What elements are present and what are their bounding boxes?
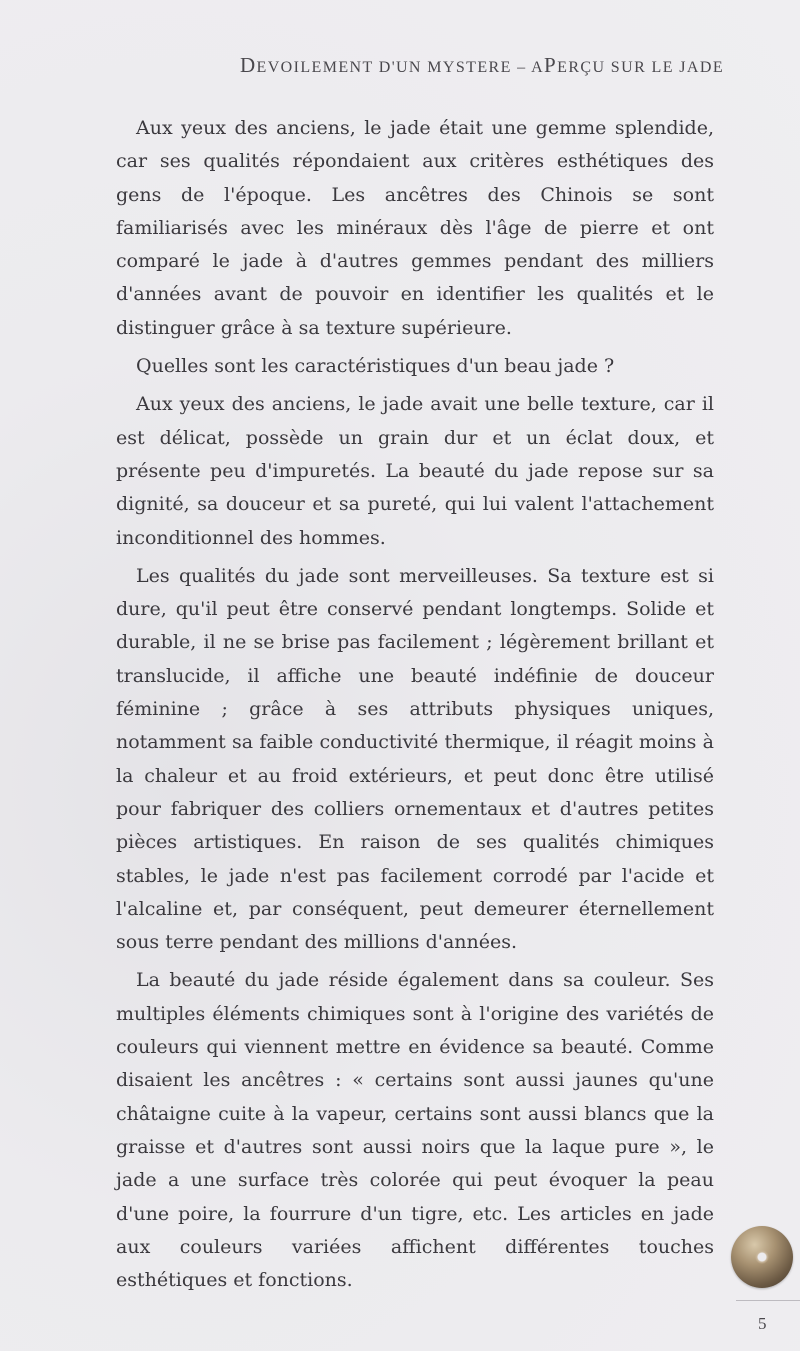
paragraph-3: Aux yeux des anciens, le jade avait une belle texture, car il est délicat, possède un grain dur et un éclat doux, et présente peu d'impuretés. La beauté du jade repose sur sa dignité, sa douceur et sa pureté, qui lui valent l'attachement inconditionnel des hommes.	[116, 393, 714, 549]
jade-bi-disc-icon	[731, 1226, 793, 1288]
paragraph-2: Quelles sont les caractéristiques d'un beau jade ?	[136, 355, 615, 378]
running-header-part-two: ERÇU SUR LE JADE	[557, 59, 724, 76]
running-header	[240, 53, 724, 78]
body-text	[116, 112, 714, 1297]
paragraph-1: Aux yeux des anciens, le jade était une gemme splendide, car ses qualités répondaient aux critères esthétiques des gens de l'époque. Les ancêtres des Chinois se sont familiarisés avec les minéraux dès l'âge de pierre et ont comparé le jade à d'autres gemmes pendant des milliers d'années avant de pouvoir en identifier les qualités et le distinguer grâce à sa texture supérieure.	[116, 117, 714, 339]
paragraph-5: La beauté du jade réside également dans sa couleur. Ses multiples éléments chimiques sont à l'origine des variétés de couleurs qui viennent mettre en évidence sa beauté. Comme disaient les ancêtres : « certains sont aussi jaunes qu'une châtaigne cuite à la vapeur, certains sont aussi blancs que la graisse et d'autres sont aussi noirs que la laque pure », le jade a une surface très colorée qui peut évoquer la peau d'une poire, la fourrure d'un tigre, etc. Les articles en jade aux couleurs variées affichent différentes touches esthétiques et fonctions.	[116, 969, 714, 1292]
running-header-second-initial: P	[544, 53, 558, 77]
running-header-part-one: EVOILEMENT D'UN MYSTERE – A	[256, 59, 545, 76]
page-number: 5	[758, 1314, 767, 1333]
running-header-initial: D	[239, 53, 257, 77]
footer-rule	[736, 1300, 800, 1301]
paragraph-4: Les qualités du jade sont merveilleuses. Sa texture est si dure, qu'il peut être conservé pendant longtemps. Solide et durable, il ne se brise pas facilement ; légèrement brillant et translucide, il affiche une beauté indéfinie de douceur féminine ; grâce à ses attributs physiques uniques, notamment sa faible conductivité thermique, il réagit moins à la chaleur et au froid extérieurs, et peut donc être utilisé pour fabriquer des colliers ornementaux et d'autres petites pièces artistiques. En raison de ses qualités chimiques stables, le jade n'est pas facilement corrodé par l'acide et l'alcaline et, par conséquent, peut demeurer éternellement sous terre pendant des millions d'années.	[116, 564, 714, 954]
